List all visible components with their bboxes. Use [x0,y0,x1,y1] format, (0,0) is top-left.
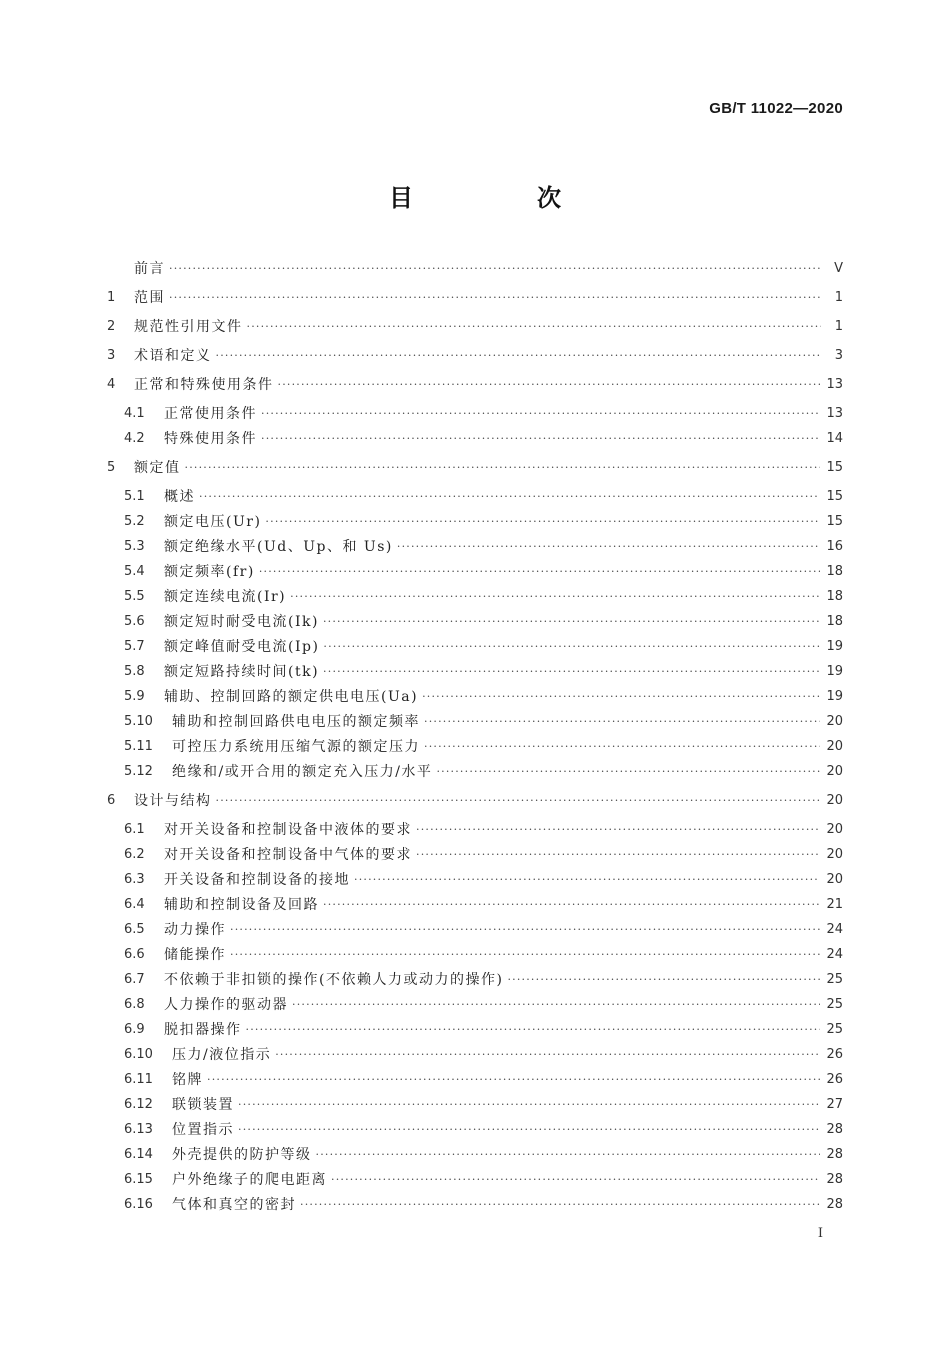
toc-entry-page: 20 [826,822,843,837]
toc-entry[interactable] [107,258,843,280]
toc-entry-page: 20 [826,739,843,754]
toc-entry-title: 绝缘和/或开合用的额定充入压力/水平 [172,764,433,780]
toc-leader-dots [323,894,820,916]
toc-entry-page: 25 [826,1022,843,1037]
toc-leader-dots [354,869,820,891]
toc-leader-dots [331,1169,820,1191]
toc-entry-title: 户外绝缘子的爬电距离 [172,1172,327,1188]
toc-entry-page: 19 [826,689,843,704]
toc-entry-number: 6.1 [124,822,145,837]
toc-leader-dots [278,374,821,396]
toc-leader-dots [507,969,820,991]
toc-entry[interactable] [124,1169,843,1191]
toc-leader-dots [238,1094,820,1116]
toc-entry-page: 14 [826,431,843,446]
toc-entry[interactable] [124,819,843,841]
toc-entry[interactable] [124,686,843,708]
toc-leader-dots [216,345,822,367]
toc-entry-number: 6.2 [124,847,145,862]
toc-entry-number: 6.14 [124,1147,153,1162]
toc-entry-number: 5.9 [124,689,145,704]
toc-entry-number: 6.6 [124,947,145,962]
toc-entry-page: 25 [826,997,843,1012]
toc-entry-title: 额定短路持续时间(tk) [164,664,320,680]
toc-entry-title: 位置指示 [172,1122,234,1138]
toc-entry-page: 26 [826,1047,843,1062]
toc-leader-dots [436,761,820,783]
toc-entry-title: 储能操作 [164,947,226,963]
toc-entry-number: 6.3 [124,872,145,887]
toc-entry-title: 外壳提供的防护等级 [172,1147,312,1163]
toc-entry[interactable] [124,1094,843,1116]
toc-leader-dots [261,428,820,450]
toc-leader-dots [422,686,820,708]
toc-entry-page: 1 [834,290,843,305]
toc-entry-title: 辅助、控制回路的额定供电电压(Ua) [164,689,419,705]
toc-entry[interactable] [124,919,843,941]
toc-entry-number: 4.1 [124,406,145,421]
toc-leader-dots [300,1194,820,1216]
toc-entry-number: 6.7 [124,972,145,987]
toc-entry-title: 压力/液位指示 [172,1047,272,1063]
toc-leader-dots [416,844,820,866]
toc-entry[interactable] [107,790,843,812]
toc-entry[interactable] [124,511,843,533]
toc-entry-page: 15 [826,489,843,504]
toc-leader-dots [323,661,820,683]
toc-entry-number: 4.2 [124,431,145,446]
toc-entry-title: 辅助和控制设备及回路 [164,897,319,913]
toc-entry-title: 人力操作的驱动器 [164,997,288,1013]
toc-leader-dots [397,536,821,558]
page-number: Ⅰ [817,1226,823,1241]
toc-leader-dots [247,316,822,338]
toc-entry[interactable] [124,994,843,1016]
toc-entry-number: 5.5 [124,589,145,604]
toc-entry-number: 5 [107,460,116,475]
toc-leader-dots [265,511,820,533]
toc-entry-title: 额定频率(fr) [164,564,255,580]
page-title: 目 次 [389,183,611,212]
toc-entry-number: 6 [107,793,116,808]
toc-entry[interactable] [124,636,843,658]
toc-entry-number: 6.12 [124,1097,153,1112]
toc-entry-page: 1 [834,319,843,334]
toc-entry[interactable] [124,1119,843,1141]
toc-entry-page: 20 [826,764,843,779]
toc-entry-title: 范围 [134,290,165,306]
toc-entry[interactable] [124,894,843,916]
toc-entry[interactable] [124,1019,843,1041]
toc-leader-dots [292,994,820,1016]
toc-entry-title: 联锁装置 [172,1097,234,1113]
toc-entry-title: 额定峰值耐受电流(Ip) [164,639,320,655]
toc-entry-page: 24 [826,947,843,962]
toc-entry[interactable] [107,374,843,396]
toc-leader-dots [261,403,820,425]
toc-entry-number: 6.9 [124,1022,145,1037]
toc-entry-page: 19 [826,664,843,679]
toc-entry[interactable] [124,869,843,891]
toc-entry-title: 术语和定义 [134,348,212,364]
toc-entry-page: 26 [826,1072,843,1087]
toc-leader-dots [230,919,820,941]
toc-entry-page: 28 [826,1147,843,1162]
toc-entry-number: 6.5 [124,922,145,937]
toc-entry[interactable] [124,661,843,683]
toc-entry-title: 概述 [164,489,195,505]
toc-leader-dots [238,1119,820,1141]
toc-entry-title: 额定值 [134,460,181,476]
toc-entry-title: 额定连续电流(Ir) [164,589,287,605]
toc-entry-title: 辅助和控制回路供电电压的额定频率 [172,714,420,730]
toc-entry-number: 5.2 [124,514,145,529]
toc-entry[interactable] [124,1044,843,1066]
toc-entry-title: 开关设备和控制设备的接地 [164,872,350,888]
toc-entry-page: 25 [826,972,843,987]
toc-entry-page: 3 [834,348,843,363]
toc-entry-number: 1 [107,290,116,305]
toc-entry-title: 额定电压(Ur) [164,514,262,530]
standard-code: GB/T 11022—2020 [709,100,843,117]
toc-entry-page: 18 [826,564,843,579]
toc-entry[interactable] [124,486,843,508]
toc-entry-title: 对开关设备和控制设备中液体的要求 [164,822,412,838]
toc-entry-number: 6.4 [124,897,145,912]
toc-entry-page: 21 [826,897,843,912]
toc-leader-dots [246,1019,821,1041]
toc-entry[interactable] [124,428,843,450]
toc-entry[interactable] [107,457,843,479]
toc-leader-dots [216,790,821,812]
toc-entry-title: 脱扣器操作 [164,1022,242,1038]
toc-entry[interactable] [124,611,843,633]
toc-entry-title: 设计与结构 [134,793,212,809]
toc-leader-dots [230,944,820,966]
toc-entry-page: 28 [826,1197,843,1212]
toc-leader-dots [316,1144,821,1166]
toc-entry[interactable] [107,345,843,367]
toc-entry-number: 6.16 [124,1197,153,1212]
toc-entry-number: 4 [107,377,116,392]
toc-entry-title: 不依赖于非扣锁的操作(不依赖人力或动力的操作) [164,972,504,988]
toc-entry[interactable] [124,561,843,583]
toc-entry-number: 6.10 [124,1047,153,1062]
toc-leader-dots [323,636,820,658]
toc-entry-title: 动力操作 [164,922,226,938]
toc-entry-number: 5.12 [124,764,153,779]
toc-entry-number: 5.8 [124,664,145,679]
toc-leader-dots [207,1069,820,1091]
toc-entry-number: 5.1 [124,489,145,504]
toc-leader-dots [169,258,821,280]
toc-entry-title: 对开关设备和控制设备中气体的要求 [164,847,412,863]
toc-entry-number: 5.6 [124,614,145,629]
toc-entry[interactable] [124,586,843,608]
toc-entry-page: 20 [826,714,843,729]
toc-entry[interactable] [124,969,843,991]
toc-leader-dots [323,611,821,633]
toc-entry-page: 18 [826,589,843,604]
toc-entry-number: 5.11 [124,739,153,754]
toc-entry-number: 5.4 [124,564,145,579]
toc-leader-dots [169,287,821,309]
toc-entry-title: 正常使用条件 [164,406,257,422]
toc-entry[interactable] [107,316,843,338]
toc-leader-dots [416,819,820,841]
toc-entry-page: 16 [826,539,843,554]
toc-entry[interactable] [124,1194,843,1216]
toc-entry-number: 5.7 [124,639,145,654]
toc-entry[interactable] [124,944,843,966]
toc-entry[interactable] [124,844,843,866]
toc-entry-number: 2 [107,319,116,334]
toc-entry-page: 20 [826,793,843,808]
toc-entry[interactable] [124,761,843,783]
toc-entry-number: 3 [107,348,116,363]
toc-entry-title: 额定短时耐受电流(Ik) [164,614,319,630]
toc-entry-page: 19 [826,639,843,654]
toc-entry-page: 15 [826,514,843,529]
toc-leader-dots [424,711,820,733]
toc-entry[interactable] [124,711,843,733]
toc-entry[interactable] [124,403,843,425]
toc-entry-page: 18 [826,614,843,629]
toc-leader-dots [185,457,821,479]
toc-entry-number: 6.15 [124,1172,153,1187]
toc-entry-number: 5.3 [124,539,145,554]
toc-entry-page: Ⅴ [834,261,843,276]
toc-entry-page: 20 [826,847,843,862]
toc-entry-title: 额定绝缘水平(Ud、Up、和 Us) [164,539,393,555]
toc-entry-title: 特殊使用条件 [164,431,257,447]
toc-entry-title: 规范性引用文件 [134,319,243,335]
toc-leader-dots [275,1044,820,1066]
toc-entry[interactable] [124,536,843,558]
toc-leader-dots [424,736,820,758]
toc-entry-page: 13 [826,377,843,392]
toc-entry-title: 气体和真空的密封 [172,1197,296,1213]
toc-entry[interactable] [107,287,843,309]
toc-entry-number: 6.11 [124,1072,153,1087]
toc-leader-dots [290,586,820,608]
toc-entry[interactable] [124,1069,843,1091]
toc-entry-number: 6.13 [124,1122,153,1137]
toc-entry-title: 铭牌 [172,1072,203,1088]
toc-entry-page: 24 [826,922,843,937]
toc-entry-number: 6.8 [124,997,145,1012]
toc-entry-title: 可控压力系统用压缩气源的额定压力 [172,739,420,755]
toc-entry-number: 5.10 [124,714,153,729]
toc-entry-page: 20 [826,872,843,887]
toc-entry-page: 15 [826,460,843,475]
toc-entry[interactable] [124,1144,843,1166]
toc-entry-page: 27 [826,1097,843,1112]
toc-entry[interactable] [124,736,843,758]
toc-entry-page: 28 [826,1122,843,1137]
toc-entry-page: 28 [826,1172,843,1187]
toc-entry-title: 前言 [134,261,165,277]
toc-leader-dots [259,561,821,583]
toc-entry-title: 正常和特殊使用条件 [134,377,274,393]
toc-leader-dots [199,486,820,508]
toc-entry-page: 13 [826,406,843,421]
